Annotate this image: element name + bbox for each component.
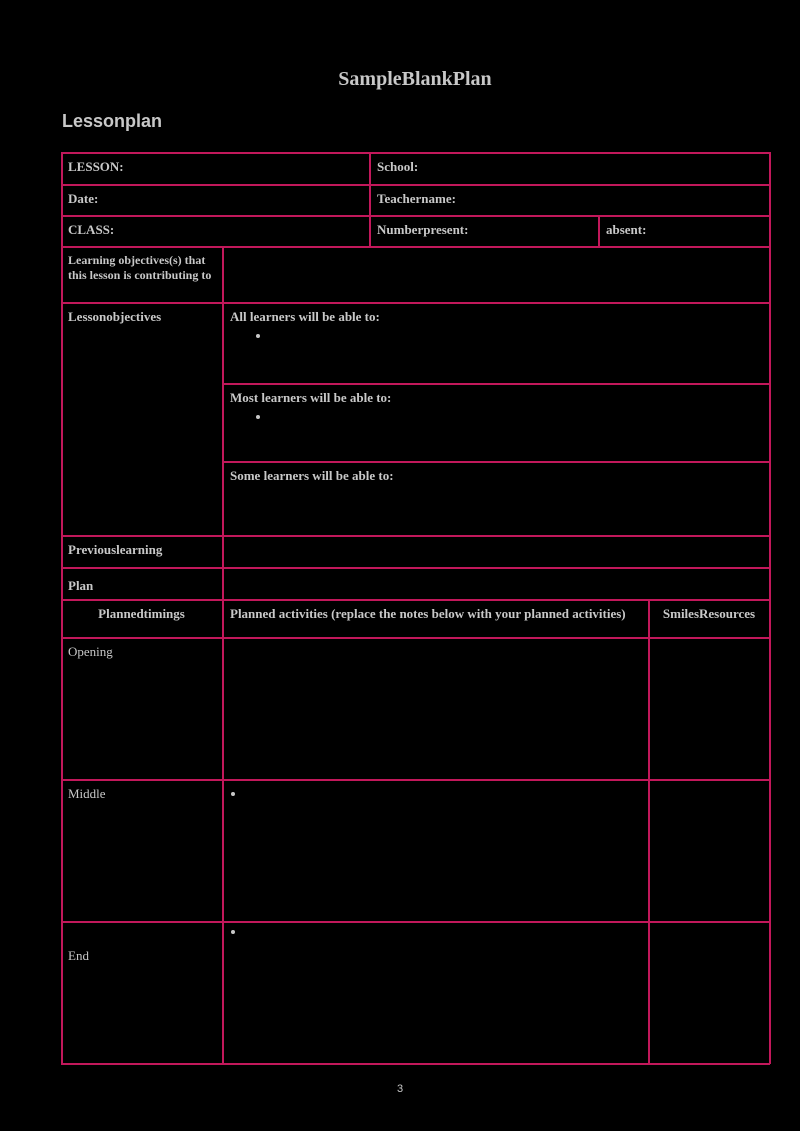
bullet-icon	[256, 415, 260, 419]
table-border-line	[222, 246, 224, 1064]
bullet-icon	[231, 930, 235, 934]
teacher-name-label: Teachername:	[377, 191, 456, 206]
some-learners-label: Some learners will be able to:	[230, 468, 394, 483]
table-border-line	[769, 152, 771, 1064]
lesson-label: LESSON:	[68, 159, 124, 174]
bullet-icon	[256, 334, 260, 338]
page-number: 3	[396, 1083, 404, 1095]
previous-learning-label: Previouslearning	[68, 542, 163, 557]
lesson-objectives-label: Lessonobjectives	[68, 309, 162, 324]
table-border-line	[61, 567, 770, 569]
table-border-line	[61, 921, 770, 923]
plan-label: Plan	[68, 578, 94, 593]
middle-row-label: Middle	[68, 786, 106, 801]
bullet-icon	[231, 792, 235, 796]
all-learners-label: All learners will be able to:	[230, 309, 380, 324]
table-border-line	[61, 1063, 770, 1065]
school-label: School:	[377, 159, 419, 174]
resources-header: SmilesResources	[662, 606, 756, 621]
opening-row-label: Opening	[68, 644, 113, 659]
planned-activities-header: Planned activities (replace the notes below with your planned activities)	[230, 606, 626, 621]
class-label: CLASS:	[68, 222, 115, 237]
date-label: Date:	[68, 191, 99, 206]
number-present-label: Numberpresent:	[377, 222, 469, 237]
table-border-line	[648, 599, 650, 1064]
absent-label: absent:	[606, 222, 647, 237]
end-row-label: End	[68, 948, 89, 963]
most-learners-label: Most learners will be able to:	[230, 390, 392, 405]
section-heading: Lessonplan	[62, 111, 163, 131]
planned-timings-header: Plannedtimings	[98, 606, 185, 621]
learning-objectives-label: Learning objectives(s) that this lesson is contributing to	[68, 253, 212, 282]
document-title: SampleBlankPlan	[338, 68, 492, 90]
